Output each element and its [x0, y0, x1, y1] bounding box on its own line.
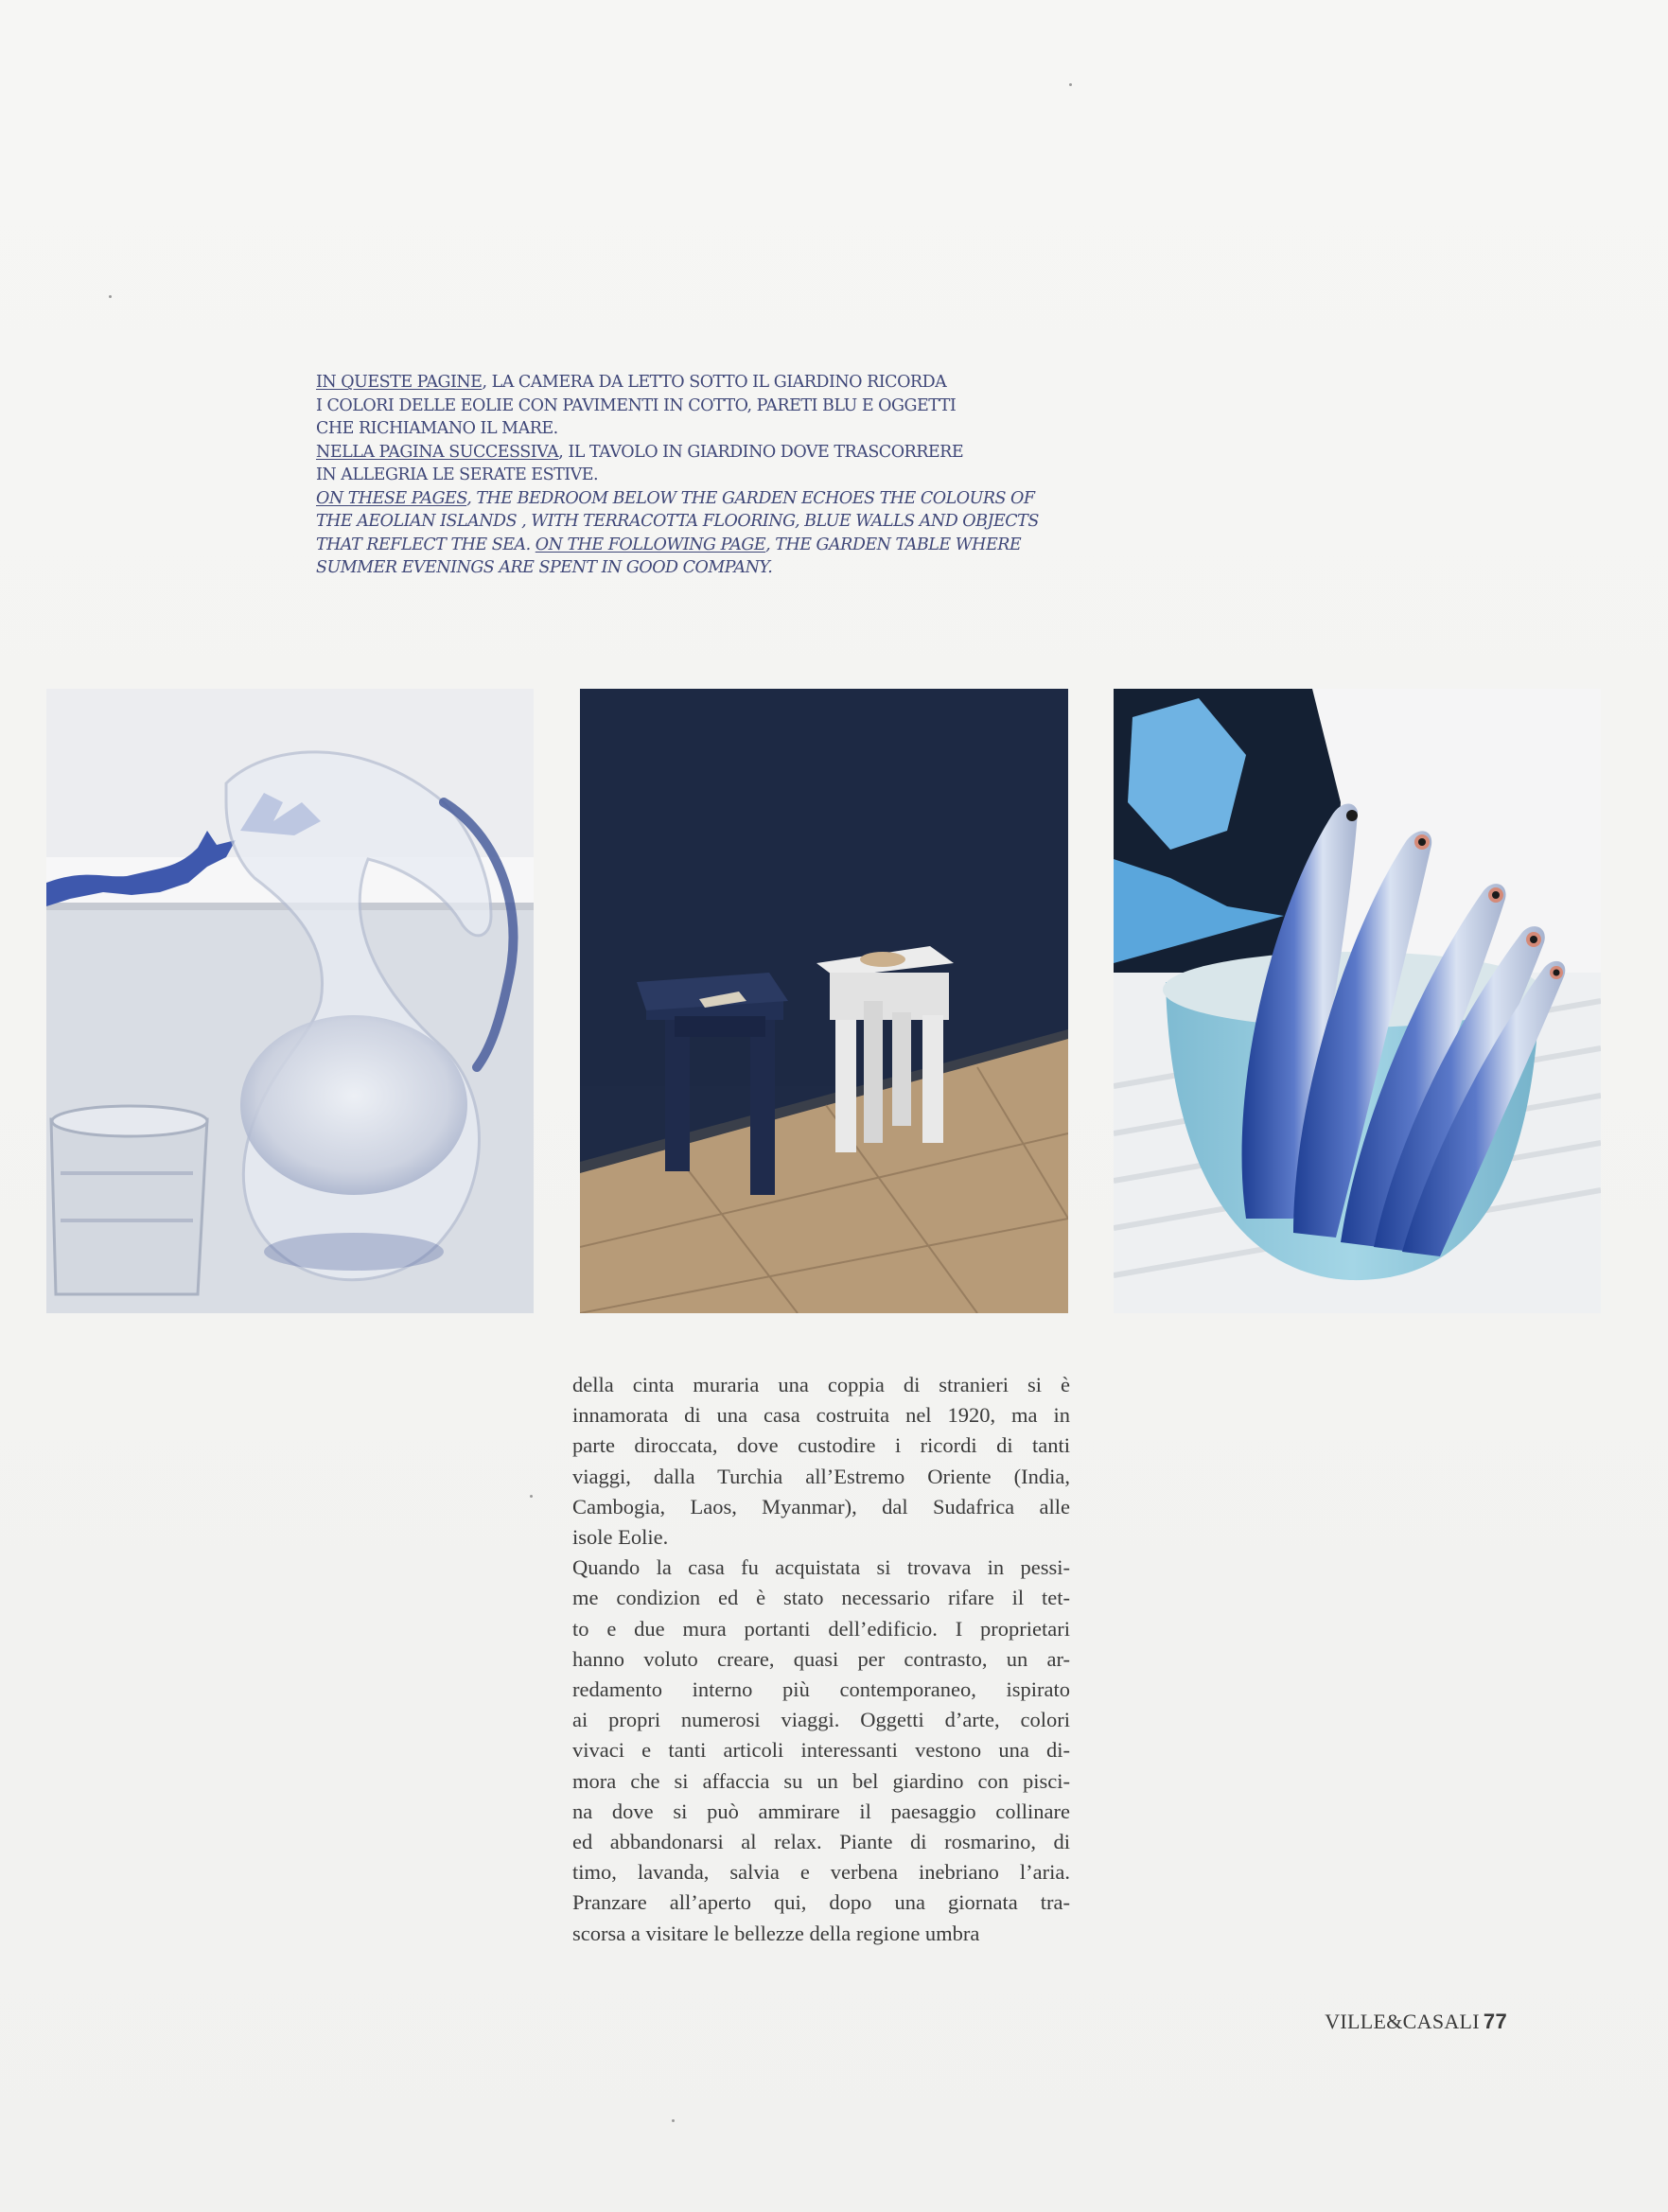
caption-text: , IL TAVOLO IN GIARDINO DOVE TRASCORRERE	[558, 442, 964, 462]
caption-line	[316, 441, 1130, 465]
body-text-line: scorsa a visitare le bellezze della regione umbra	[572, 1921, 980, 1945]
magazine-name: VILLE&CASALI	[1325, 2010, 1480, 2033]
photo-glass-jug	[46, 689, 534, 1313]
page-number: 77	[1483, 2010, 1507, 2033]
caption-italian	[316, 371, 1130, 487]
caption-line	[316, 464, 1130, 487]
body-text-line: della cinta muraria una coppia di stranieri si è	[572, 1373, 1070, 1396]
caption-text: I COLORI DELLE EOLIE CON PAVIMENTI IN COTTO, PARETI BLU E OGGETTI	[316, 395, 957, 415]
body-text-line: vivaci e tanti articoli interessanti vestono una di-	[572, 1738, 1070, 1763]
caption-text: CHE RICHIAMANO IL MARE.	[316, 419, 558, 438]
body-text-line: redamento interno più contemporaneo, ispirato	[572, 1677, 1070, 1702]
body-text-line: timo, lavanda, salvia e verbena inebriano l’aria.	[572, 1860, 1070, 1885]
caption-text: SUMMER EVENINGS ARE SPENT IN GOOD COMPANY.	[316, 558, 773, 577]
caption-line	[316, 487, 1130, 511]
body-text-line: viaggi, dalla Turchia all’Estremo Oriente (India,	[572, 1464, 1070, 1488]
paper-speck	[672, 2119, 675, 2122]
caption-heading: NELLA PAGINA SUCCESSIVA	[316, 442, 559, 462]
caption-text: , LA CAMERA DA LETTO SOTTO IL GIARDINO RICORDA	[482, 373, 947, 392]
body-text-line: hanno voluto creare, quasi per contrasto, un ar-	[572, 1646, 1070, 1671]
paper-speck	[109, 295, 112, 298]
body-text-line: isole Eolie.	[572, 1525, 669, 1550]
body-text-line: Pranzare all’aperto qui, dopo una giornata tra-	[572, 1890, 1070, 1915]
caption-text: THAT REFLECT THE SEA.	[316, 535, 536, 554]
photo-caption	[316, 371, 1130, 580]
photo-fish-bowl	[1114, 689, 1601, 1313]
article-body-text	[572, 1370, 1070, 1949]
caption-line	[316, 534, 1130, 557]
caption-line	[316, 395, 1130, 418]
photo-stools	[580, 689, 1068, 1313]
body-text-line: Cambogia, Laos, Myanmar), dal Sudafrica alle	[572, 1494, 1070, 1519]
caption-line	[316, 371, 1130, 395]
caption-line	[316, 417, 1130, 441]
caption-line	[316, 510, 1130, 534]
body-text-line: to e due mura portanti dell’edificio. I proprietari	[572, 1616, 1070, 1641]
caption-english	[316, 487, 1130, 580]
paper-speck	[1069, 83, 1072, 86]
caption-text: , THE BEDROOM BELOW THE GARDEN ECHOES THE COLOURS OF	[466, 488, 1035, 508]
body-text-line: parte diroccata, dove custodire i ricordi di tanti	[572, 1433, 1070, 1458]
body-text-line: ed abbandonarsi al relax. Piante di rosmarino, di	[572, 1830, 1070, 1854]
caption-text: , THE GARDEN TABLE WHERE	[765, 535, 1022, 554]
body-text-line: mora che si affaccia su un bel giardino con pisci-	[572, 1768, 1070, 1793]
caption-text: IN ALLEGRIA LE SERATE ESTIVE.	[316, 465, 599, 484]
body-text-line: innamorata di una casa costruita nel 1920, ma in	[572, 1403, 1070, 1428]
body-text-line: ai propri numerosi viaggi. Oggetti d’arte, colori	[572, 1708, 1070, 1732]
caption-line	[316, 556, 1130, 580]
caption-heading: IN QUESTE PAGINE	[316, 373, 483, 392]
body-text-line: me condizion ed è stato necessario rifare il tet-	[572, 1586, 1070, 1610]
caption-text: THE AEOLIAN ISLANDS , WITH TERRACOTTA FLOORING, BLUE WALLS AND OBJECTS	[316, 512, 1039, 531]
caption-heading: ON THE FOLLOWING PAGE	[535, 535, 766, 554]
body-text-line: Quando la casa fu acquistata si trovava in pessi-	[572, 1555, 1070, 1580]
caption-heading: ON THESE PAGES	[316, 488, 467, 508]
paper-speck	[530, 1495, 533, 1498]
page-folio	[1325, 2010, 1507, 2034]
body-text-line: na dove si può ammirare il paesaggio collinare	[572, 1799, 1070, 1823]
